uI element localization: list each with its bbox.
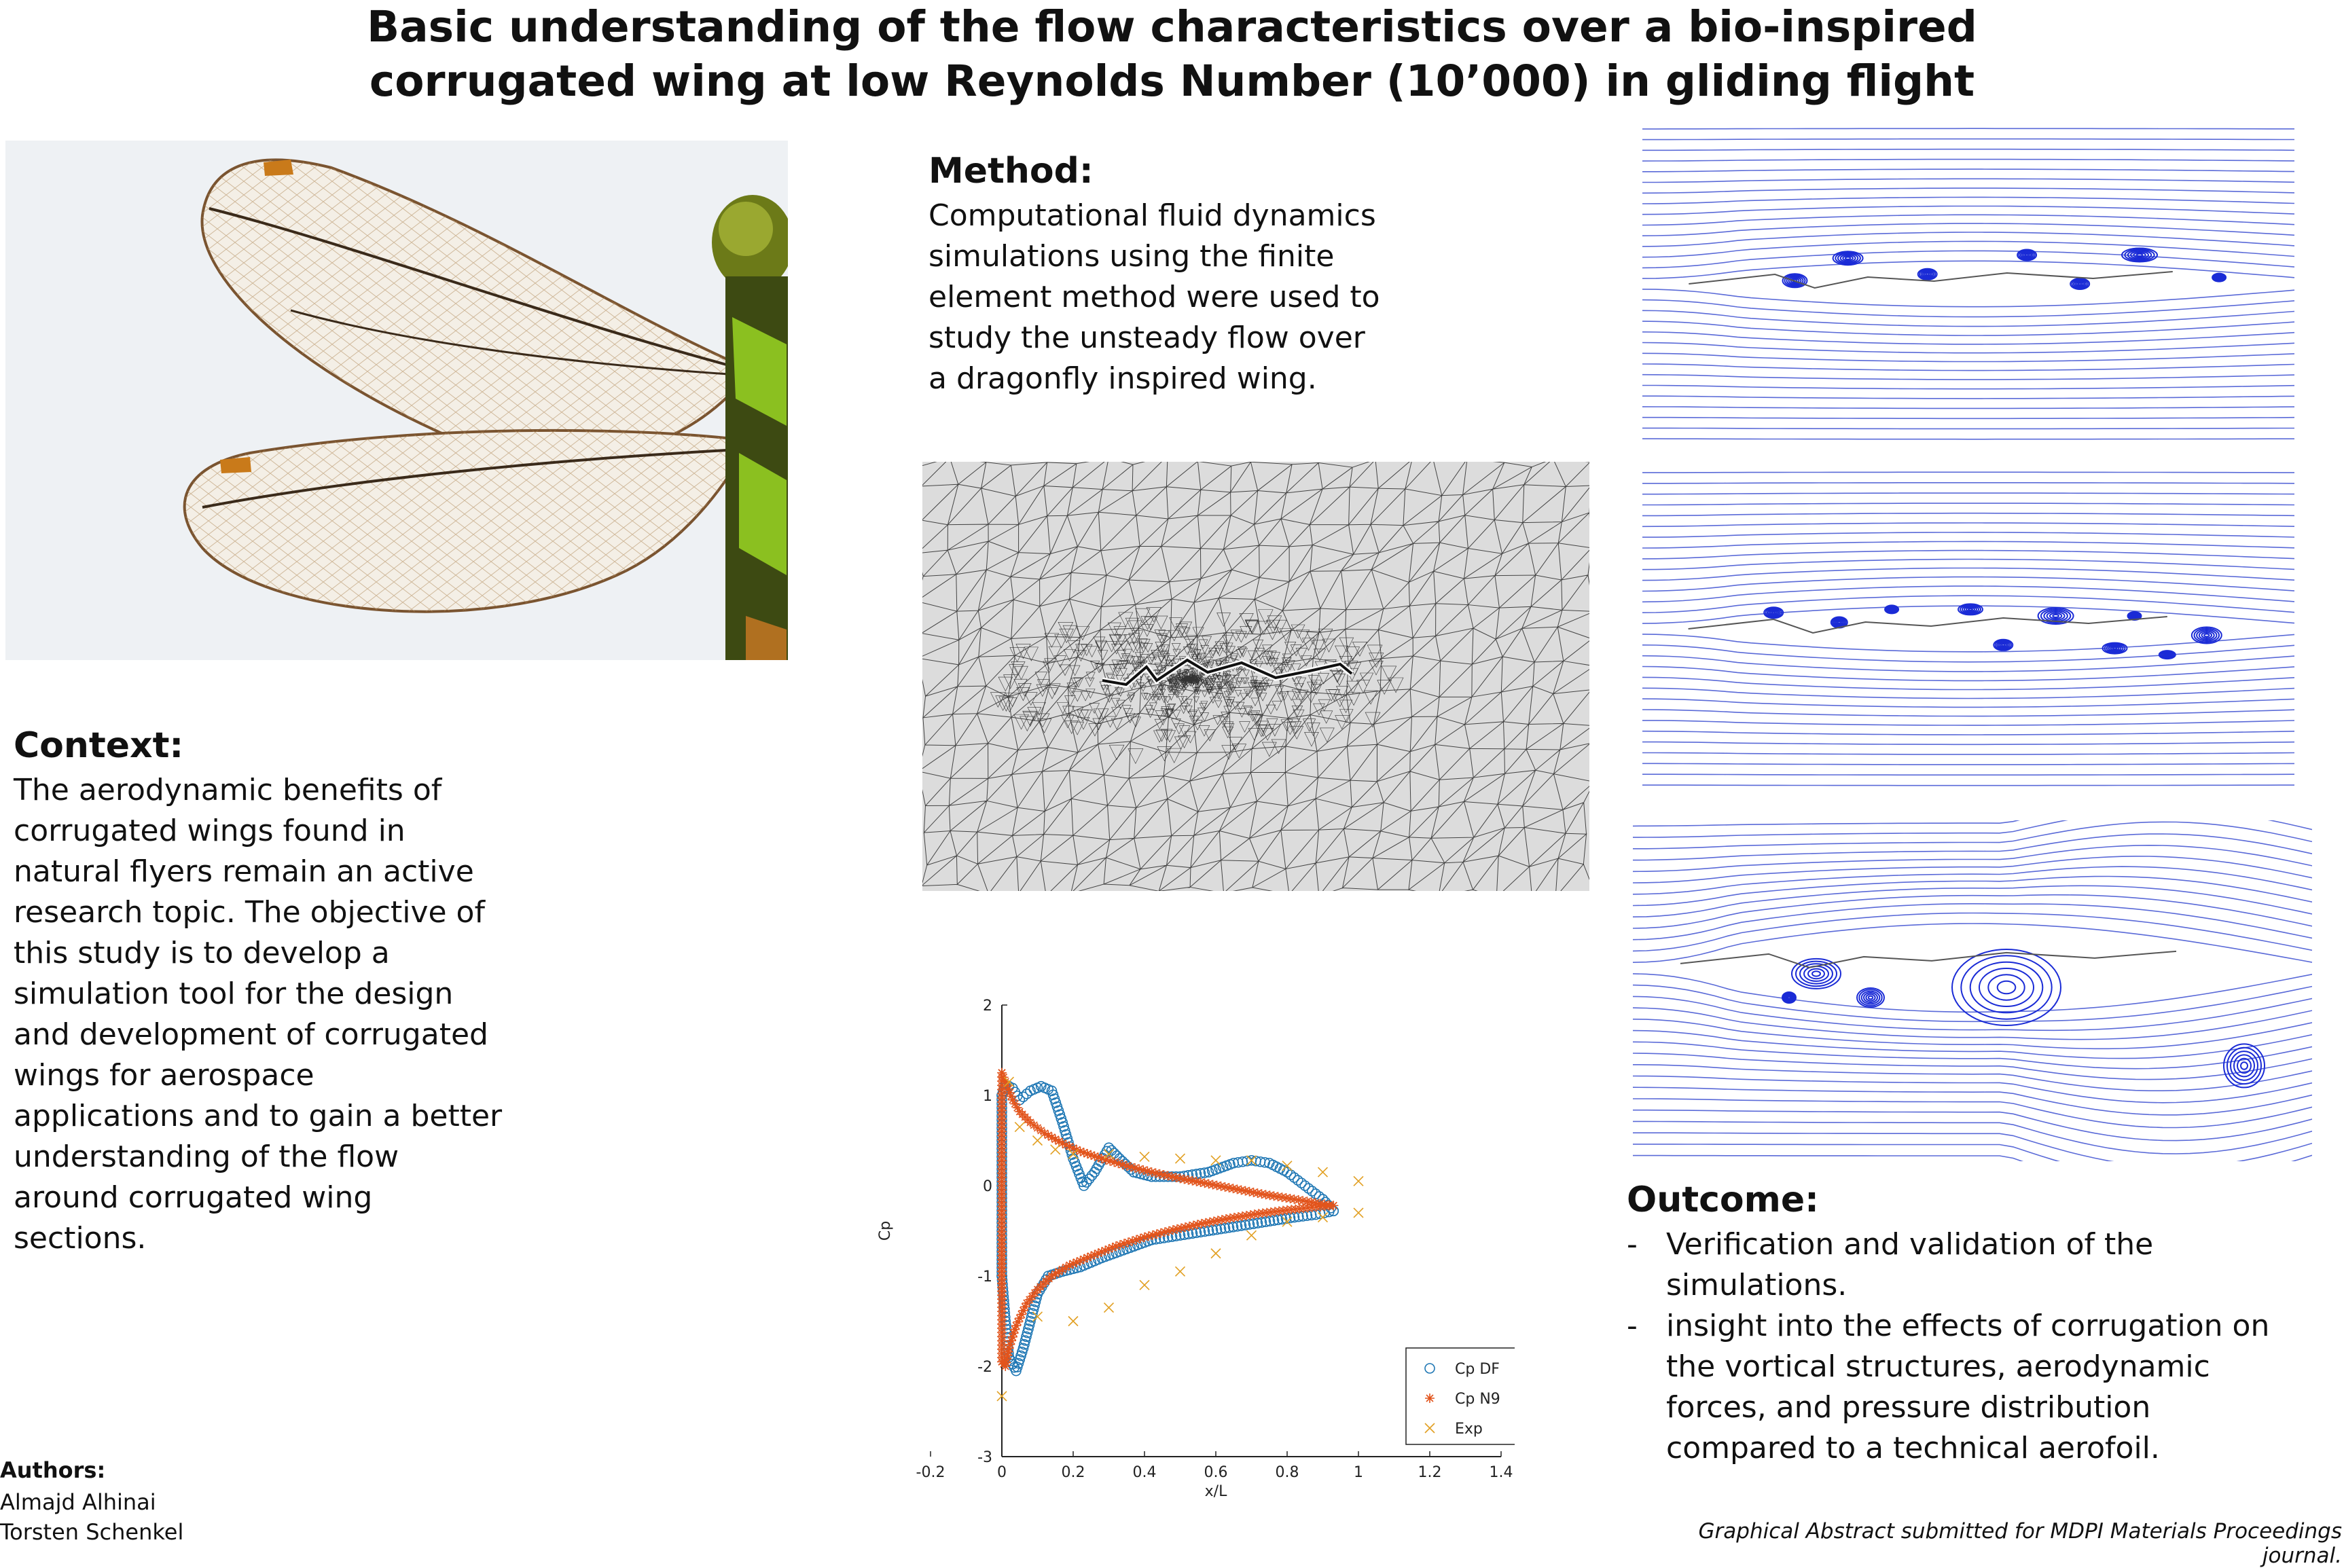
poster-title: [0, 0, 2344, 109]
outcome-item-2: - insight into the effects of corrugation on the vortical structures, aerodynamic forces, and pressure distribution compared to a technical aerofoil.: [1627, 1306, 2306, 1469]
method-heading: Method:: [928, 151, 1094, 192]
outcome-item-1: - Verification and validation of the simulations.: [1627, 1224, 2306, 1306]
outcome-section: [1627, 1180, 2306, 1469]
context-text: The aerodynamic benefits of corrugated wings found in natural flyers remain an active research topic. The objective of this study is to develop a simulation tool for the design and development of corrugated wings for aerospace applications and to gain a better understanding of the flow around corrugated wing sections.: [14, 773, 503, 1256]
cp-chart: [863, 988, 1515, 1525]
vortex-cores: [1783, 249, 2226, 290]
title-line-2: corrugated wing at low Reynolds Number (10’000) in gliding flight: [369, 56, 1975, 106]
wing-outline: [1689, 617, 2167, 633]
x-tick-label: 0.8: [1275, 1464, 1299, 1481]
data-point: [1051, 1145, 1060, 1154]
data-point: [1068, 1317, 1078, 1326]
wing-outline: [1680, 951, 2176, 968]
context-heading: Context:: [14, 725, 184, 766]
data-point: [1318, 1167, 1328, 1177]
data-point: [1140, 1280, 1149, 1290]
y-tick-label: -3: [977, 1449, 992, 1466]
x-tick-label: 0.2: [1061, 1464, 1085, 1481]
footer-note: Graphical Abstract submitted for MDPI Materials Proceedings journal.: [1698, 1519, 2342, 1568]
data-point: [1211, 1249, 1221, 1258]
context-section: [14, 725, 503, 1259]
data-point: [997, 1357, 1007, 1366]
data-point: [1015, 1123, 1024, 1132]
vortex-cores: [1782, 949, 2265, 1087]
x-tick-label: 1.2: [1418, 1464, 1442, 1481]
data-point: [1425, 1393, 1435, 1403]
series-cp-df: [997, 1080, 1338, 1376]
method-section: [928, 151, 1390, 399]
x-tick-label: 0.6: [1204, 1464, 1228, 1481]
mesh-figure: [922, 462, 1589, 891]
author-name: Almajd Alhinai: [0, 1489, 156, 1515]
x-tick-label: 1.4: [1489, 1464, 1513, 1481]
y-tick-label: 1: [983, 1088, 992, 1105]
legend-label: Cp N9: [1455, 1391, 1500, 1408]
dragonfly-wing-photo: [5, 141, 788, 660]
streamline-panel-2: [1642, 467, 2298, 790]
streamline-panel-1: [1642, 124, 2305, 444]
legend-label: Exp: [1455, 1421, 1483, 1438]
data-point: [1354, 1208, 1363, 1218]
data-point: [1211, 1156, 1221, 1165]
authors-heading: Authors:: [0, 1457, 106, 1483]
data-point: [1247, 1230, 1257, 1240]
data-point: [1140, 1152, 1149, 1161]
data-point: [1092, 1164, 1102, 1173]
chart-legend: [1406, 1348, 1515, 1444]
x-tick-label: 0.4: [1132, 1464, 1157, 1481]
data-point: [1354, 1176, 1363, 1186]
data-point: [1176, 1154, 1185, 1163]
authors-section: [0, 1457, 272, 1547]
author-name: Torsten Schenkel: [0, 1519, 184, 1545]
data-point: [1176, 1266, 1185, 1276]
streamlines: [1642, 128, 2294, 439]
x-axis-label: x/L: [1204, 1483, 1227, 1500]
streamlines: [1633, 820, 2312, 1161]
y-axis-label: Cp: [877, 1220, 894, 1241]
y-tick-label: -1: [977, 1269, 992, 1286]
y-tick-label: 2: [983, 998, 992, 1015]
data-point: [1329, 1201, 1338, 1210]
x-tick-label: 0: [997, 1464, 1007, 1481]
legend-label: Cp DF: [1455, 1361, 1500, 1378]
x-tick-label: -0.2: [916, 1464, 945, 1481]
title-line-1: Basic understanding of the flow characteristics over a bio-inspired: [367, 2, 1977, 52]
outcome-list: [1627, 1224, 2306, 1469]
y-tick-label: 0: [983, 1178, 992, 1195]
y-tick-label: -2: [977, 1359, 992, 1376]
data-point: [1033, 1136, 1043, 1146]
method-text: Computational fluid dynamics simulations using the finite element method were used to study the unsteady flow over a dragonfly inspired wing.: [928, 198, 1380, 396]
data-point: [1104, 1303, 1114, 1313]
x-tick-label: 1: [1354, 1464, 1363, 1481]
outcome-heading: Outcome:: [1627, 1180, 1819, 1220]
streamline-panel-3: [1633, 820, 2312, 1161]
